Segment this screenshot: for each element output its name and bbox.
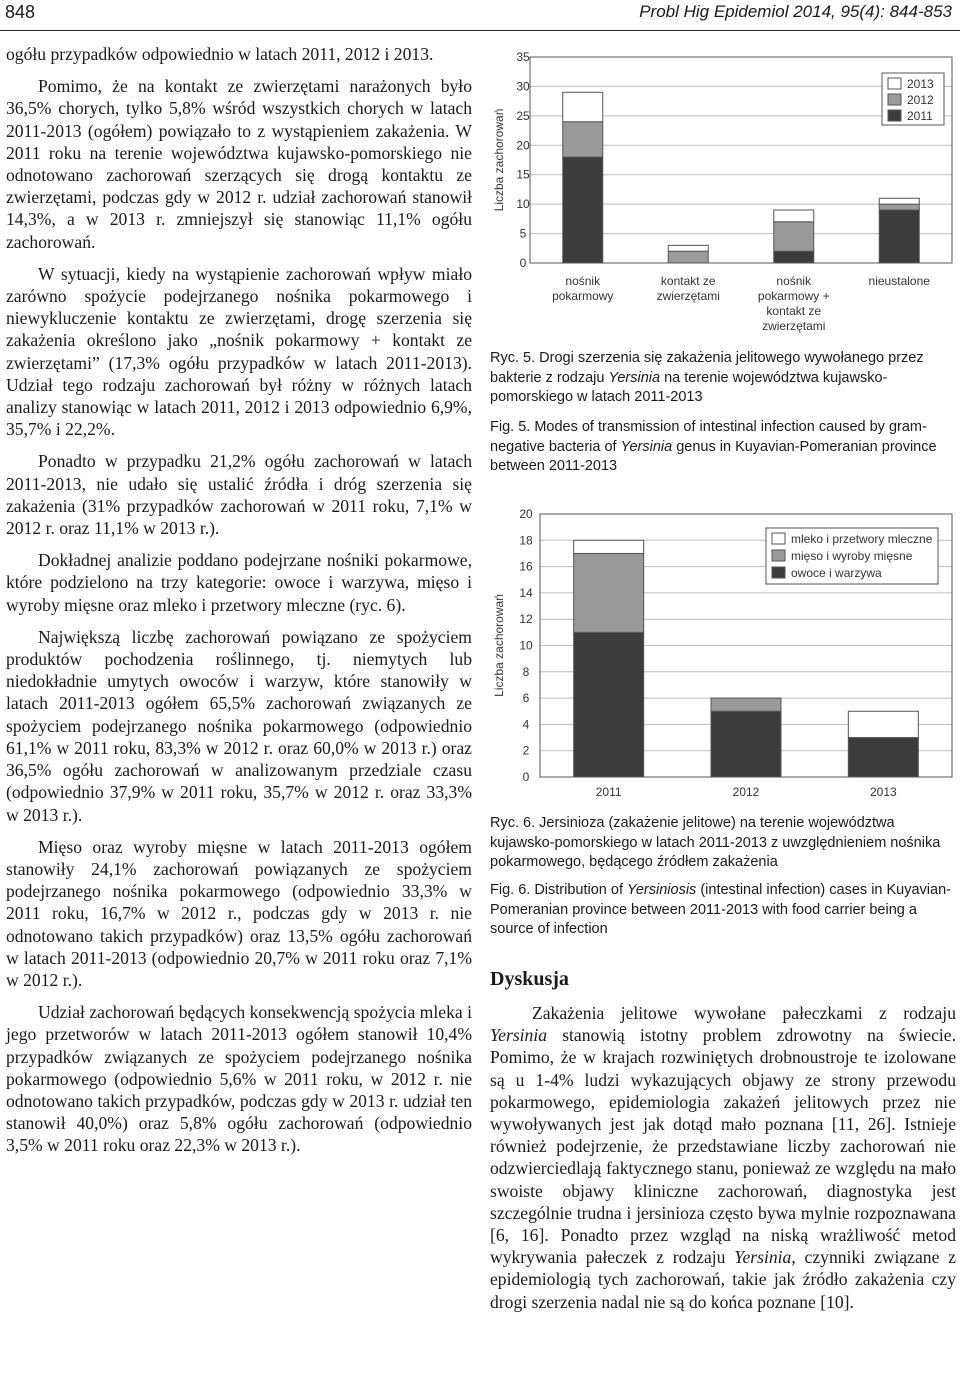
category-label: nieustalone	[868, 274, 930, 288]
y-tick-label: 4	[522, 717, 530, 732]
legend-swatch	[772, 567, 785, 578]
y-tick-label: 10	[519, 638, 533, 653]
bar-segment	[668, 245, 708, 251]
y-tick-label: 15	[516, 167, 530, 182]
y-tick-label: 6	[522, 691, 530, 706]
discussion-paragraph	[490, 1002, 956, 1313]
y-tick-label: 14	[519, 585, 533, 600]
bar-segment	[711, 698, 781, 711]
paragraph: ogółu przypadków odpowiednio w latach 2011, 2012 i 2013.	[6, 44, 434, 64]
header-rule	[0, 30, 960, 31]
bar-segment	[774, 251, 814, 263]
bar-segment	[668, 251, 708, 263]
legend-swatch	[772, 533, 785, 544]
y-tick-label: 18	[519, 533, 533, 548]
y-tick-label: 8	[522, 664, 530, 679]
figure-5-caption-en	[490, 418, 956, 477]
y-tick-label: 16	[519, 559, 533, 574]
caption-text: Fig. 5. Modes of transmission of intestinal infection caused by gram-negative bacteria of	[490, 419, 927, 455]
legend-swatch	[888, 78, 901, 89]
caption-italic: Yersinia	[620, 438, 673, 455]
discussion-text: , czynniki związane z epidemiologią tych zachorowań, takie jak źródło zakażenia czy drogi szerzenia nadal nie są do końca poznane [10].	[490, 1247, 956, 1312]
caption-italic: Yersiniosis	[627, 882, 697, 898]
category-label: 2012	[732, 785, 760, 799]
caption-text: Fig. 6. Distribution of	[490, 882, 627, 898]
caption-text: Ryc. 5. Drogi szerzenia się zakażenia jelitowego wywołanego przez bakterie z rodzaju	[490, 350, 924, 386]
bar-segment	[563, 157, 603, 263]
bar-segment	[711, 711, 781, 777]
bar-segment	[563, 122, 603, 157]
paragraph: Mięso oraz wyroby mięsne w latach 2011-2013 ogółem stanowiły 24,1% zachorowań powiązanych ze spożyciem podejrzanego nośnika pokarmowego (odpowiednio 33,3% w 2011 roku, 16,7% w 2012 r., podczas gdy w 2013 r. nie odnotowano takich przypadków) oraz 13,5% ogółu zachorowań w latach 2011-2013 (odpowiednio 20,7% w 2011 roku oraz 7,1% w 2012 r.).	[6, 836, 472, 990]
category-label: nośnik	[776, 274, 812, 288]
y-tick-label: 12	[519, 612, 533, 627]
y-tick-label: 0	[522, 770, 530, 784]
discussion-text: Zakażenia jelitowe wywołane pałeczkami z rodzaju	[532, 1003, 956, 1023]
paragraph: W sytuacji, kiedy na wystąpienie zachorowań wpływ miało zarówno spożycie podejrzanego nośnika pokarmowego i niewykluczenie kontaktu ze zwierzętami, drogę szerzenia się zakażenia określono jako „nośnik pokarmowy + kontakt ze zwierzętami” (17,3% ogółu przypadków w latach 2011-2013). Udział tego rodzaju zachorowań był różny w różnych latach analizy stanowiąc w latach 2011, 2012 i 2013 odpowiednio 6,9%, 35,7% i 22,2%.	[6, 263, 472, 440]
caption-italic: Yersinia	[608, 369, 661, 386]
legend-swatch	[888, 110, 901, 121]
discussion-text: stanowią istotny problem zdrowotny na świecie. Pomimo, że w krajach rozwiniętych drobnoustroje te izolowane są u 1-4% ludzi wykazujących objawy ze strony przewodu pokarmowego, epidemiologia zakażeń jelitowych przez nie wywoływanych jest jak dotąd mało poznana [11, 26]. Istnieje również podejrzenie, że przedstawiane liczby zachorowań nie odzwierciedlają faktycznego stanu, ponieważ ze względu na mało swoiste objawy kliniczne zachorowań, diagnostyka jest szczególnie trudna i jersinioza często bywa mylnie rozpoznawana [6, 16]. Ponadto przez wzgląd na niską wrażliwość metod wykrywania pałeczek z rodzaju	[490, 1025, 956, 1268]
bar-segment	[574, 540, 644, 553]
bar-segment	[574, 632, 644, 777]
bar-segment	[574, 553, 644, 632]
category-label: 2011	[595, 785, 622, 799]
legend-label: 2011	[907, 109, 933, 123]
legend-label: 2013	[907, 77, 934, 91]
y-tick-label: 5	[519, 226, 527, 241]
bar-segment	[848, 738, 918, 777]
page-number: 848	[5, 2, 36, 22]
category-label: 2013	[869, 785, 897, 799]
y-tick-label: 0	[519, 256, 527, 270]
paragraph: Ponadto w przypadku 21,2% ogółu zachorowań w latach 2011-2013, nie udało się ustalić źródła i dróg szerzenia się zakażenia (31% przypadków zachorowań w 2011 roku, 7,1% w 2012 r. oraz 11,1% w 2013 r.).	[6, 451, 472, 539]
category-label: zwierzętami	[656, 289, 720, 303]
y-tick-label: 10	[516, 197, 530, 212]
y-tick-label: 2	[522, 743, 530, 758]
category-label: kontakt ze	[766, 304, 822, 318]
caption-text: genus in Kuyavian-Pomeranian province between 2011-2013	[490, 438, 937, 474]
legend-label: owoce i warzywa	[791, 566, 882, 580]
y-tick-label: 30	[516, 79, 530, 94]
bar-segment	[774, 222, 814, 251]
bar-segment	[879, 198, 919, 204]
left-column	[6, 43, 472, 1167]
legend-swatch	[772, 550, 785, 561]
figure-5-caption-pl	[490, 349, 956, 408]
paragraph: Dokładnej analizie poddano podejrzane nośniki pokarmowe, które podzielono na trzy kategorie: owoce i warzywa, mięso i wyroby mięsne oraz mleko i przetwory mleczne (ryc. 6).	[6, 550, 472, 615]
legend-swatch	[888, 94, 901, 105]
figure-6-chart	[490, 500, 956, 805]
page-header	[0, 0, 960, 30]
legend-label: mleko i przetwory mleczne	[791, 532, 933, 546]
figure-6-caption-pl: Ryc. 6. Jersinioza (zakażenie jelitowe) na terenie województwa kujawsko-pomorskiego w latach 2011-2013 z uwzględnieniem nośnika pokarmowego, będącego źródłem zakażenia	[490, 815, 941, 870]
category-label: kontakt ze	[660, 274, 716, 288]
section-title: Dyskusja	[490, 968, 569, 990]
caption-text: na terenie województwa kujawsko-pomorskiego w latach 2011-2013	[490, 369, 888, 405]
figure-6-caption-en	[490, 881, 956, 940]
discussion-italic: Yersinia	[490, 1025, 548, 1046]
bar-segment	[879, 210, 919, 263]
paragraph: Udział zachorowań będących konsekwencją spożycia mleka i jego przetworów w latach 2011-2013 ogółem stanowił 10,4% przypadków związanych ze spożyciem podejrzanego nośnika pokarmowego (odpowiednio 5,6% w 2011 roku, w 2012 r. nie odnotowano takich przypadków, podczas gdy w 2013 r. udział ten stanowił 40,0%) oraz 5,8% ogółu zachorowań (odpowiednio 3,5% w 2011 roku oraz 22,3% w 2013 r.).	[6, 1002, 472, 1156]
bar-segment	[879, 204, 919, 210]
y-tick-label: 25	[516, 108, 530, 123]
y-tick-label: 20	[516, 138, 530, 153]
legend-label: 2012	[907, 93, 934, 107]
bar-segment	[774, 210, 814, 222]
y-axis-label: Liczba zachorowań	[492, 594, 506, 697]
category-label: zwierzętami	[762, 319, 826, 333]
paragraph: Największą liczbę zachorowań powiązano ze spożyciem produktów pochodzenia roślinnego, tj. niemytych lub niedokładnie umytych owoców i warzyw, które stanowiły w latach 2011-2013 ogółem 65,5% zachorowań związanych ze spożyciem podejrzanego nośnika pokarmowego (odpowiednio 61,1% w 2011 roku, 83,3% w 2012 r. oraz 60,0% w 2013 r.) oraz 36,5% ogółu zachorowań w analizowanym przedziale czasu (odpowiednio 37,9% w 2011 roku, 35,7% w 2012 r. oraz 33,3% w 2013 r.).	[6, 626, 472, 825]
figure-5-chart	[490, 45, 956, 345]
category-label: pokarmowy	[552, 289, 614, 303]
discussion-italic: Yersinia	[734, 1247, 792, 1268]
caption-text: (intestinal infection) cases in Kuyavian-Pomeranian province between 2011-2013 with food carrier being a source of infection	[490, 882, 951, 937]
paragraph: Pomimo, że na kontakt ze zwierzętami narażonych było 36,5% chorych, tylko 5,8% wśród wszystkich chorych w latach 2011-2013 (ogółem) powiązało to z wystąpieniem zakażenia. W 2011 roku na terenie województwa kujawsko-pomorskiego nie odnotowano zachorowań szerzących się drogą kontaktu ze zwierzętami, podczas gdy w 2012 r. udział zachorowań stanowił 14,3%, a w 2013 r. zmniejszył się stanowiąc 11,1% ogółu zachorowań.	[6, 76, 472, 252]
y-tick-label: 20	[519, 507, 533, 521]
bar-segment	[563, 92, 603, 121]
category-label: pokarmowy +	[757, 289, 830, 303]
y-axis-label: Liczba zachorowań	[492, 108, 506, 212]
category-label: nośnik	[565, 274, 601, 288]
legend-label: mięso i wyroby mięsne	[791, 549, 913, 563]
bar-segment	[848, 711, 918, 737]
y-tick-label: 35	[516, 50, 530, 64]
journal-reference: Probl Hig Epidemiol 2014, 95(4): 844-853	[639, 2, 952, 21]
